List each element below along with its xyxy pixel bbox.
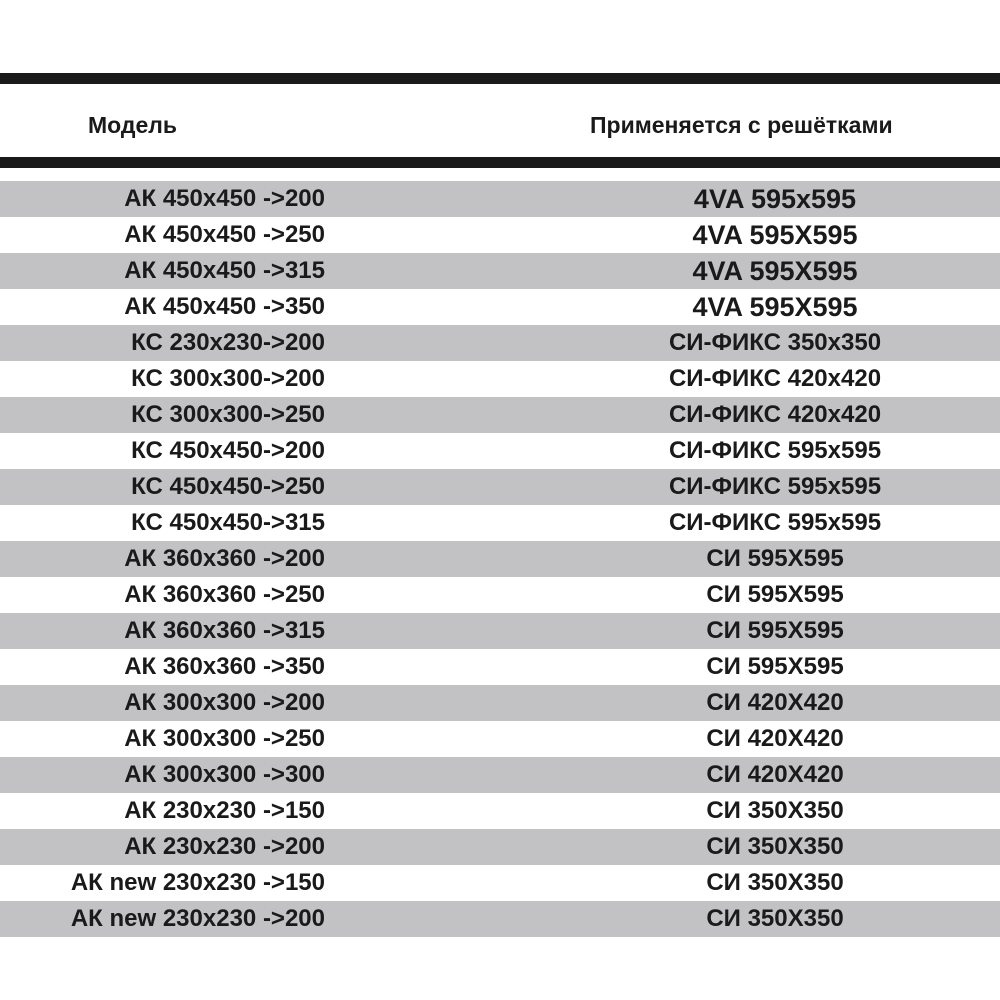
cell-grid: СИ-ФИКС 420x420 [668, 365, 882, 392]
table-row [0, 253, 1000, 289]
cell-model: АК new 230x230 ->200 [70, 905, 325, 932]
cell-model: АК 450x450 ->315 [124, 257, 325, 284]
table-row [0, 613, 1000, 649]
table-row [0, 505, 1000, 541]
table-row [0, 757, 1000, 793]
table-row [0, 901, 1000, 937]
table-row [0, 325, 1000, 361]
table-header [0, 84, 1000, 157]
cell-model: АК 360x360 ->250 [124, 581, 325, 608]
cell-grid: СИ 350X350 [706, 905, 844, 932]
cell-model: АК 360x360 ->315 [124, 617, 325, 644]
cell-grid: СИ-ФИКС 595x595 [668, 473, 882, 500]
table-row [0, 397, 1000, 433]
cell-grid: СИ-ФИКС 350x350 [668, 329, 882, 356]
cell-model: КС 230x230->200 [131, 329, 325, 356]
table-row [0, 721, 1000, 757]
table-body [0, 181, 1000, 937]
column-header-grid: Применяется с решётками [590, 112, 893, 138]
table-row [0, 181, 1000, 217]
table-row [0, 361, 1000, 397]
cell-grid: 4VA 595X595 [692, 292, 858, 322]
table-row [0, 433, 1000, 469]
cell-grid: СИ-ФИКС 595x595 [668, 437, 882, 464]
header-rule [0, 157, 1000, 168]
cell-model: КС 450x450->200 [131, 437, 325, 464]
table-row [0, 829, 1000, 865]
cell-grid: СИ 595X595 [706, 617, 844, 644]
top-rule [0, 73, 1000, 84]
cell-grid: 4VA 595X595 [692, 256, 858, 286]
cell-grid: СИ 420X420 [706, 725, 844, 752]
table-row [0, 217, 1000, 253]
cell-grid: СИ-ФИКС 420x420 [668, 401, 882, 428]
cell-model: АК 450x450 ->250 [124, 221, 325, 248]
cell-grid: СИ 595X595 [706, 581, 844, 608]
cell-model: КС 450x450->250 [131, 473, 325, 500]
table-row [0, 793, 1000, 829]
cell-model: АК 300x300 ->250 [124, 725, 325, 752]
cell-model: АК 360x360 ->350 [124, 653, 325, 680]
cell-grid: СИ 595X595 [706, 653, 844, 680]
cell-model: АК 360x360 ->200 [124, 545, 325, 572]
cell-model: АК 230x230 ->150 [124, 797, 325, 824]
table-row [0, 469, 1000, 505]
cell-grid: СИ 350X350 [706, 797, 844, 824]
cell-model: КС 300x300->200 [131, 365, 325, 392]
cell-model: АК 450x450 ->200 [124, 185, 325, 212]
cell-grid: СИ 595X595 [706, 545, 844, 572]
table-row [0, 577, 1000, 613]
cell-model: АК 230x230 ->200 [124, 833, 325, 860]
cell-model: АК 300x300 ->300 [124, 761, 325, 788]
cell-grid: 4VA 595X595 [692, 220, 858, 250]
cell-grid: СИ 350X350 [706, 833, 844, 860]
cell-grid: СИ 420X420 [706, 761, 844, 788]
cell-model: АК 450x450 ->350 [124, 293, 325, 320]
cell-grid: СИ 350X350 [706, 869, 844, 896]
table-row [0, 541, 1000, 577]
column-header-model: Модель [88, 112, 178, 138]
cell-grid: 4VA 595x595 [693, 184, 857, 214]
cell-model: АК 300x300 ->200 [124, 689, 325, 716]
cell-grid: СИ-ФИКС 595x595 [668, 509, 882, 536]
table-row [0, 649, 1000, 685]
table-row [0, 685, 1000, 721]
cell-model: КС 300x300->250 [131, 401, 325, 428]
table-row [0, 865, 1000, 901]
cell-grid: СИ 420X420 [706, 689, 844, 716]
cell-model: КС 450x450->315 [131, 509, 325, 536]
table-row [0, 289, 1000, 325]
cell-model: АК new 230x230 ->150 [70, 869, 325, 896]
